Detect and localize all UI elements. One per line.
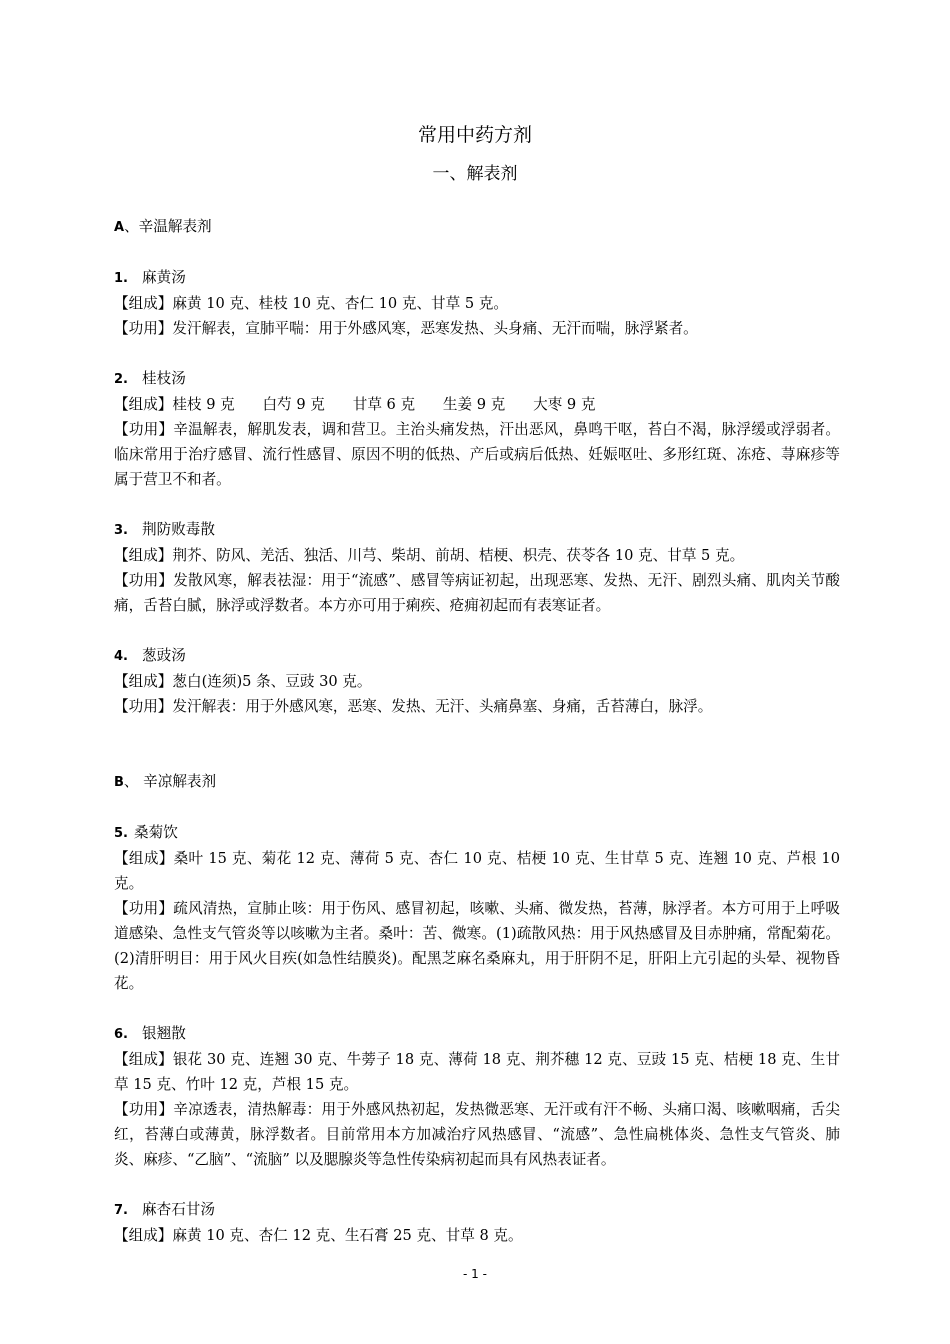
formula-name: 银翘散 bbox=[142, 1025, 186, 1042]
page-title: 常用中药方剂 bbox=[417, 124, 532, 146]
subsection-letter: B bbox=[114, 775, 124, 790]
formula-name: 荆防败毒散 bbox=[142, 521, 215, 538]
formula-name: 桂枝汤 bbox=[142, 370, 186, 387]
subsection-heading-b bbox=[114, 769, 840, 795]
formula-name: 葱豉汤 bbox=[142, 647, 186, 664]
formula-function: 【功用】发汗解表，宣肺平喘：用于外感风寒，恶寒发热、头身痛、无汗而喘，脉浮紧者。 bbox=[114, 320, 698, 337]
formula-number: 4. bbox=[114, 649, 128, 664]
formula-heading bbox=[114, 1197, 840, 1223]
formula-heading bbox=[114, 1021, 840, 1047]
subsection-letter: A bbox=[114, 220, 125, 235]
page-number: - 1 - bbox=[463, 1267, 487, 1281]
formula-number: 6. bbox=[114, 1027, 128, 1042]
subsection-title: 、 辛凉解表剂 bbox=[123, 773, 217, 790]
formula-function: 【功用】辛温解表，解肌发表，调和营卫。主治头痛发热，汗出恶风，鼻鸣干呕，苔白不渴，脉浮缓或浮弱者。临床常用于治疗感冒、流行性感冒、原因不明的低热、产后或病后低热、妊娠呕吐、多形红斑、冻疮、荨麻疹等属于营卫不和者。 bbox=[114, 421, 840, 488]
formula-composition: 【组成】葱白(连须)5 条、豆豉 30 克。 bbox=[114, 673, 372, 690]
formula-heading bbox=[114, 820, 840, 846]
formula-heading bbox=[114, 265, 840, 291]
formula-function: 【功用】发汗解表：用于外感风寒，恶寒、发热、无汗、头痛鼻塞、身痛，舌苔薄白，脉浮。 bbox=[114, 698, 713, 715]
formula-heading bbox=[114, 517, 840, 543]
formula-heading bbox=[114, 643, 840, 669]
section-heading: 一、解表剂 bbox=[432, 164, 518, 184]
formula-composition: 【组成】荆芥、防风、羌活、独活、川芎、柴胡、前胡、桔梗、枳壳、茯苓各 10 克、甘草 5 克。 bbox=[114, 547, 745, 564]
formula-number: 5. bbox=[114, 826, 128, 841]
formula-composition: 【组成】银花 30 克、连翘 30 克、牛蒡子 18 克、薄荷 18 克、荆芥穗 12 克、豆豉 15 克、桔梗 18 克、生甘草 15 克、竹叶 12 克，芦根 15 克。 bbox=[114, 1051, 840, 1093]
formula-composition: 【组成】麻黄 10 克、桂枝 10 克、杏仁 10 克、甘草 5 克。 bbox=[114, 295, 508, 312]
formula-function: 【功用】辛凉透表，清热解毒：用于外感风热初起，发热微恶寒、无汗或有汗不畅、头痛口渴、咳嗽咽痛，舌尖红，苔薄白或薄黄，脉浮数者。目前常用本方加减治疗风热感冒、“流感”、急性扁桃体炎、急性支气管炎、肺炎、麻疹、“乙脑”、“流脑” 以及腮腺炎等急性传染病初起而具有风热表证者。 bbox=[114, 1101, 840, 1168]
formula-number: 2. bbox=[114, 372, 128, 387]
formula-number: 1. bbox=[114, 271, 128, 286]
subsection-heading-a bbox=[114, 214, 840, 240]
formula-name: 桑菊饮 bbox=[134, 824, 178, 841]
document-body bbox=[114, 214, 840, 1248]
formula-function: 【功用】发散风寒，解表祛湿：用于“流感”、感冒等病证初起，出现恶寒、发热、无汗、剧烈头痛、肌肉关节酸痛，舌苔白腻，脉浮或浮数者。本方亦可用于痢疾、疮痈初起而有表寒证者。 bbox=[114, 572, 840, 614]
formula-name: 麻杏石甘汤 bbox=[142, 1201, 215, 1218]
formula-composition: 【组成】桑叶 15 克、菊花 12 克、薄荷 5 克、杏仁 10 克、桔梗 10 克、生甘草 5 克、连翘 10 克、芦根 10 克。 bbox=[114, 850, 840, 892]
subsection-title: 、辛温解表剂 bbox=[124, 218, 212, 235]
formula-function: 【功用】疏风清热，宣肺止咳：用于伤风、感冒初起，咳嗽、头痛、微发热，苔薄，脉浮者。本方可用于上呼吸道感染、急性支气管炎等以咳嗽为主者。桑叶：苦、微寒。(1)疏散风热：用于风热感冒及目赤肿痛，常配菊花。(2)清肝明目：用于风火目疾(如急性结膜炎)。配黑芝麻名桑麻丸，用于肝阴不足，肝阳上亢引起的头晕、视物昏花。 bbox=[114, 900, 840, 992]
formula-number: 3. bbox=[114, 523, 128, 538]
formula-composition: 【组成】桂枝 9 克 白芍 9 克 甘草 6 克 生姜 9 克 大枣 9 克 bbox=[114, 396, 596, 413]
formula-composition: 【组成】麻黄 10 克、杏仁 12 克、生石膏 25 克、甘草 8 克。 bbox=[114, 1227, 523, 1244]
formula-number: 7. bbox=[114, 1203, 128, 1218]
formula-name: 麻黄汤 bbox=[142, 269, 186, 286]
formula-heading bbox=[114, 366, 840, 392]
